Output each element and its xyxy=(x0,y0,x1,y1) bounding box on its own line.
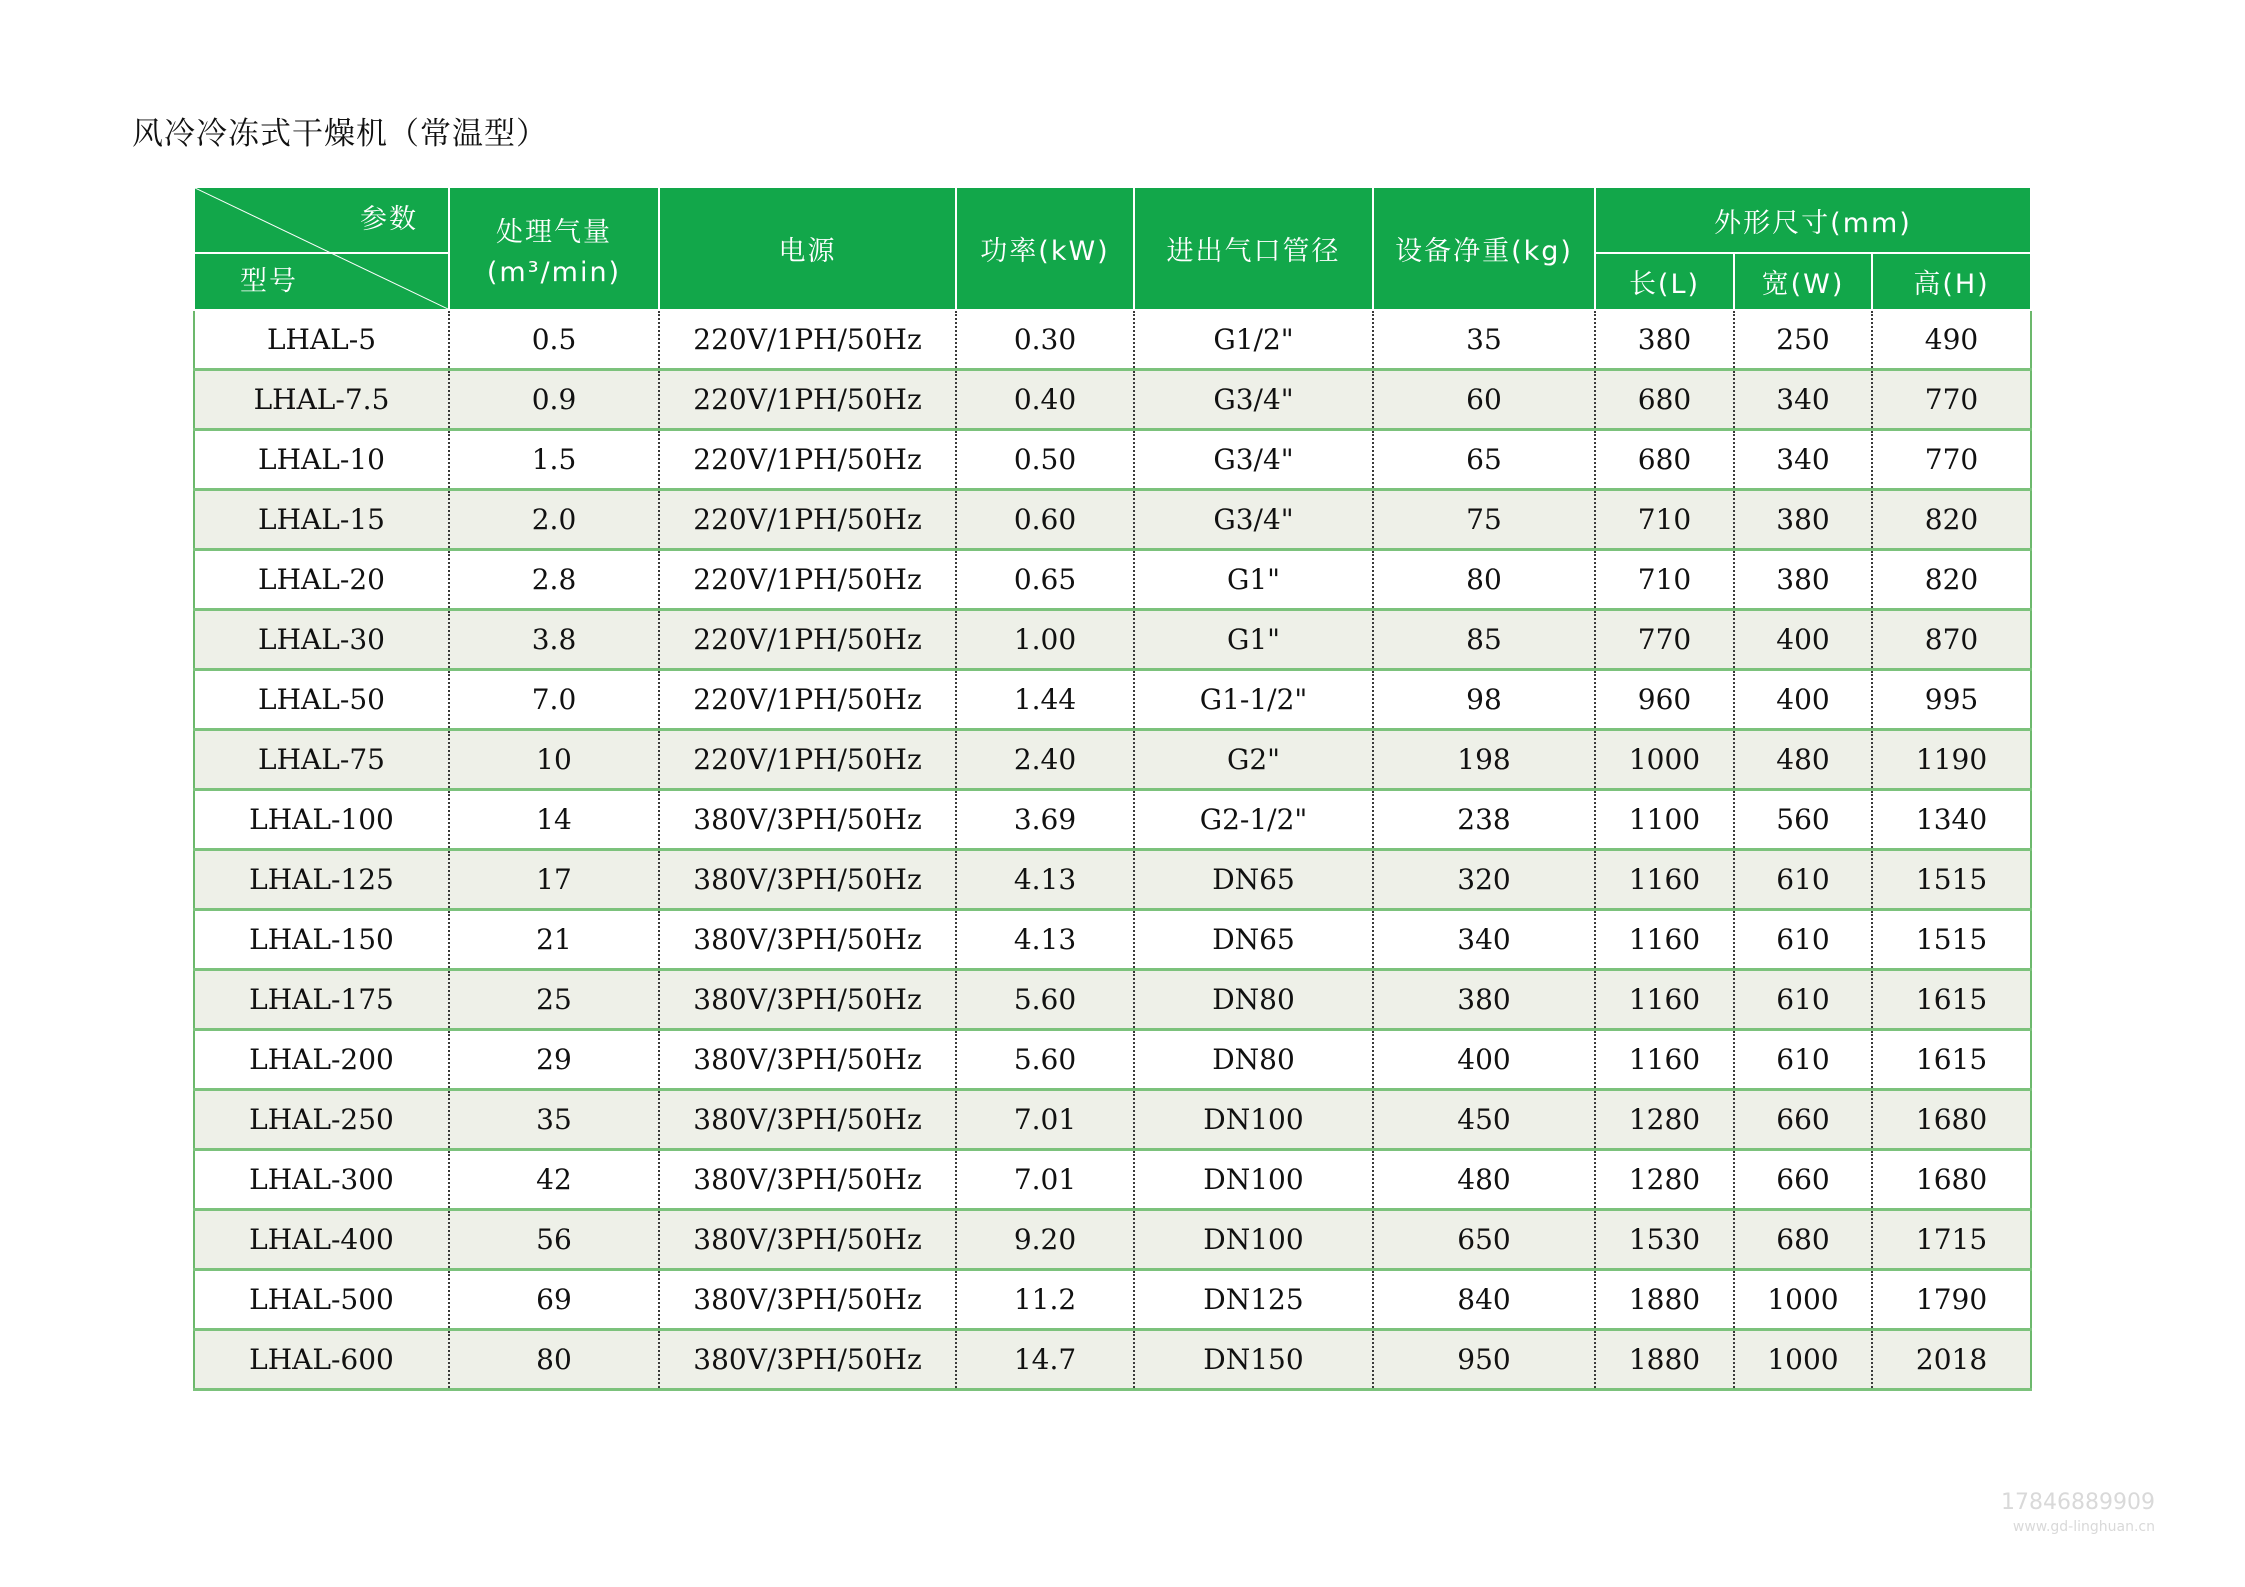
cell-weight: 238 xyxy=(1373,790,1595,850)
cell-height: 870 xyxy=(1872,610,2031,670)
cell-weight: 75 xyxy=(1373,490,1595,550)
table-row xyxy=(194,610,2031,670)
cell-weight: 198 xyxy=(1373,730,1595,790)
cell-model: LHAL-15 xyxy=(194,490,449,550)
cell-model: LHAL-125 xyxy=(194,850,449,910)
cell-width: 380 xyxy=(1734,550,1872,610)
cell-width: 400 xyxy=(1734,610,1872,670)
cell-model: LHAL-100 xyxy=(194,790,449,850)
cell-model: LHAL-500 xyxy=(194,1270,449,1330)
cell-model: LHAL-20 xyxy=(194,550,449,610)
cell-weight: 950 xyxy=(1373,1330,1595,1390)
cell-power: 1.00 xyxy=(956,610,1134,670)
cell-weight: 35 xyxy=(1373,310,1595,370)
table-row xyxy=(194,790,2031,850)
cell-power-supply: 380V/3PH/50Hz xyxy=(659,1330,956,1390)
cell-power: 2.40 xyxy=(956,730,1134,790)
cell-width: 1000 xyxy=(1734,1270,1872,1330)
cell-model: LHAL-7.5 xyxy=(194,370,449,430)
cell-power: 4.13 xyxy=(956,850,1134,910)
cell-model: LHAL-250 xyxy=(194,1090,449,1150)
cell-power-supply: 220V/1PH/50Hz xyxy=(659,370,956,430)
cell-length: 1880 xyxy=(1595,1330,1734,1390)
cell-flow: 3.8 xyxy=(449,610,659,670)
cell-height: 1790 xyxy=(1872,1270,2031,1330)
cell-flow: 21 xyxy=(449,910,659,970)
cell-length: 680 xyxy=(1595,430,1734,490)
table-row xyxy=(194,1150,2031,1210)
cell-power-supply: 380V/3PH/50Hz xyxy=(659,850,956,910)
cell-power-supply: 220V/1PH/50Hz xyxy=(659,550,956,610)
cell-width: 400 xyxy=(1734,670,1872,730)
cell-power-supply: 380V/3PH/50Hz xyxy=(659,1270,956,1330)
cell-pipe: G3/4" xyxy=(1134,370,1373,430)
cell-height: 1680 xyxy=(1872,1150,2031,1210)
cell-model: LHAL-300 xyxy=(194,1150,449,1210)
cell-weight: 65 xyxy=(1373,430,1595,490)
cell-power-supply: 380V/3PH/50Hz xyxy=(659,790,956,850)
table-row xyxy=(194,430,2031,490)
table-header xyxy=(194,187,2031,310)
cell-width: 660 xyxy=(1734,1090,1872,1150)
cell-width: 610 xyxy=(1734,910,1872,970)
cell-height: 1515 xyxy=(1872,850,2031,910)
cell-flow: 42 xyxy=(449,1150,659,1210)
cell-pipe: G1" xyxy=(1134,550,1373,610)
header-height: 高(H) xyxy=(1872,253,2031,310)
cell-flow: 1.5 xyxy=(449,430,659,490)
cell-pipe: DN80 xyxy=(1134,970,1373,1030)
cell-height: 995 xyxy=(1872,670,2031,730)
cell-flow: 7.0 xyxy=(449,670,659,730)
cell-width: 560 xyxy=(1734,790,1872,850)
table-row xyxy=(194,850,2031,910)
cell-width: 1000 xyxy=(1734,1330,1872,1390)
header-flow-line2: (m³/min) xyxy=(486,256,622,288)
cell-weight: 60 xyxy=(1373,370,1595,430)
cell-length: 1280 xyxy=(1595,1150,1734,1210)
cell-height: 2018 xyxy=(1872,1330,2031,1390)
cell-flow: 25 xyxy=(449,970,659,1030)
cell-power-supply: 220V/1PH/50Hz xyxy=(659,430,956,490)
cell-power: 0.60 xyxy=(956,490,1134,550)
header-weight: 设备净重(kg) xyxy=(1373,187,1595,310)
table-row xyxy=(194,730,2031,790)
cell-power-supply: 220V/1PH/50Hz xyxy=(659,730,956,790)
cell-width: 610 xyxy=(1734,850,1872,910)
cell-power: 1.44 xyxy=(956,670,1134,730)
table-row xyxy=(194,370,2031,430)
cell-pipe: DN80 xyxy=(1134,1030,1373,1090)
cell-length: 1280 xyxy=(1595,1090,1734,1150)
cell-model: LHAL-50 xyxy=(194,670,449,730)
cell-weight: 650 xyxy=(1373,1210,1595,1270)
cell-length: 1160 xyxy=(1595,1030,1734,1090)
table-row xyxy=(194,910,2031,970)
cell-height: 1340 xyxy=(1872,790,2031,850)
cell-power: 9.20 xyxy=(956,1210,1134,1270)
cell-width: 610 xyxy=(1734,970,1872,1030)
header-width: 宽(W) xyxy=(1734,253,1872,310)
cell-length: 1160 xyxy=(1595,910,1734,970)
cell-flow: 17 xyxy=(449,850,659,910)
cell-pipe: DN100 xyxy=(1134,1150,1373,1210)
corner-param-label: 参数 xyxy=(195,188,448,254)
cell-pipe: G1" xyxy=(1134,610,1373,670)
corner-model-label: 型号 xyxy=(240,266,298,297)
cell-height: 1615 xyxy=(1872,1030,2031,1090)
cell-flow: 56 xyxy=(449,1210,659,1270)
cell-pipe: DN150 xyxy=(1134,1330,1373,1390)
cell-pipe: DN100 xyxy=(1134,1210,1373,1270)
cell-length: 1160 xyxy=(1595,850,1734,910)
cell-power: 0.50 xyxy=(956,430,1134,490)
cell-length: 380 xyxy=(1595,310,1734,370)
cell-height: 1715 xyxy=(1872,1210,2031,1270)
cell-weight: 340 xyxy=(1373,910,1595,970)
cell-pipe: DN65 xyxy=(1134,850,1373,910)
header-length: 长(L) xyxy=(1595,253,1734,310)
cell-width: 340 xyxy=(1734,430,1872,490)
cell-pipe: G2-1/2" xyxy=(1134,790,1373,850)
cell-flow: 69 xyxy=(449,1270,659,1330)
header-flow-line1: 处理气量 xyxy=(496,216,612,248)
cell-model: LHAL-400 xyxy=(194,1210,449,1270)
cell-power: 11.2 xyxy=(956,1270,1134,1330)
watermark-url: www.gd-linghuan.cn xyxy=(2012,1519,2155,1535)
cell-flow: 2.0 xyxy=(449,490,659,550)
cell-height: 1680 xyxy=(1872,1090,2031,1150)
cell-flow: 0.5 xyxy=(449,310,659,370)
cell-power: 14.7 xyxy=(956,1330,1134,1390)
cell-width: 480 xyxy=(1734,730,1872,790)
cell-pipe: G2" xyxy=(1134,730,1373,790)
cell-weight: 450 xyxy=(1373,1090,1595,1150)
watermark-phone: 17846889909 xyxy=(2001,1490,2155,1515)
cell-height: 770 xyxy=(1872,370,2031,430)
cell-power: 5.60 xyxy=(956,970,1134,1030)
watermark xyxy=(2001,1490,2155,1535)
cell-pipe: DN100 xyxy=(1134,1090,1373,1150)
cell-weight: 400 xyxy=(1373,1030,1595,1090)
table-row xyxy=(194,1270,2031,1330)
cell-width: 250 xyxy=(1734,310,1872,370)
cell-power-supply: 380V/3PH/50Hz xyxy=(659,1210,956,1270)
corner-header-cell xyxy=(194,187,449,310)
cell-height: 1615 xyxy=(1872,970,2031,1030)
cell-pipe: G1/2" xyxy=(1134,310,1373,370)
cell-length: 710 xyxy=(1595,550,1734,610)
cell-length: 680 xyxy=(1595,370,1734,430)
cell-flow: 80 xyxy=(449,1330,659,1390)
cell-length: 710 xyxy=(1595,490,1734,550)
cell-flow: 29 xyxy=(449,1030,659,1090)
cell-height: 820 xyxy=(1872,550,2031,610)
cell-pipe: DN125 xyxy=(1134,1270,1373,1330)
cell-height: 1190 xyxy=(1872,730,2031,790)
table-row xyxy=(194,490,2031,550)
cell-flow: 14 xyxy=(449,790,659,850)
table-row xyxy=(194,1090,2031,1150)
cell-power-supply: 380V/3PH/50Hz xyxy=(659,1090,956,1150)
cell-length: 1530 xyxy=(1595,1210,1734,1270)
cell-power: 0.40 xyxy=(956,370,1134,430)
cell-weight: 480 xyxy=(1373,1150,1595,1210)
table-row xyxy=(194,550,2031,610)
cell-power-supply: 220V/1PH/50Hz xyxy=(659,670,956,730)
cell-pipe: DN65 xyxy=(1134,910,1373,970)
cell-width: 660 xyxy=(1734,1150,1872,1210)
header-power: 功率(kW) xyxy=(956,187,1134,310)
table-row xyxy=(194,670,2031,730)
cell-power-supply: 380V/3PH/50Hz xyxy=(659,970,956,1030)
cell-power: 7.01 xyxy=(956,1150,1134,1210)
cell-power-supply: 380V/3PH/50Hz xyxy=(659,1030,956,1090)
cell-model: LHAL-150 xyxy=(194,910,449,970)
cell-model: LHAL-75 xyxy=(194,730,449,790)
cell-pipe: G3/4" xyxy=(1134,430,1373,490)
table-row xyxy=(194,970,2031,1030)
cell-pipe: G3/4" xyxy=(1134,490,1373,550)
cell-weight: 840 xyxy=(1373,1270,1595,1330)
cell-power: 0.30 xyxy=(956,310,1134,370)
table-row xyxy=(194,1210,2031,1270)
cell-power-supply: 380V/3PH/50Hz xyxy=(659,910,956,970)
table-body xyxy=(194,310,2031,1390)
header-dimensions: 外形尺寸(mm) xyxy=(1595,187,2031,253)
cell-height: 490 xyxy=(1872,310,2031,370)
header-flow xyxy=(449,187,659,310)
cell-length: 1160 xyxy=(1595,970,1734,1030)
cell-width: 610 xyxy=(1734,1030,1872,1090)
table-row xyxy=(194,1030,2031,1090)
page-title: 风冷冷冻式干燥机（常温型） xyxy=(132,116,548,152)
cell-height: 1515 xyxy=(1872,910,2031,970)
cell-weight: 98 xyxy=(1373,670,1595,730)
header-power-supply: 电源 xyxy=(659,187,956,310)
cell-power-supply: 380V/3PH/50Hz xyxy=(659,1150,956,1210)
cell-weight: 320 xyxy=(1373,850,1595,910)
cell-model: LHAL-10 xyxy=(194,430,449,490)
cell-flow: 35 xyxy=(449,1090,659,1150)
cell-model: LHAL-200 xyxy=(194,1030,449,1090)
cell-power-supply: 220V/1PH/50Hz xyxy=(659,310,956,370)
cell-flow: 0.9 xyxy=(449,370,659,430)
cell-model: LHAL-175 xyxy=(194,970,449,1030)
cell-weight: 380 xyxy=(1373,970,1595,1030)
cell-model: LHAL-600 xyxy=(194,1330,449,1390)
cell-power: 4.13 xyxy=(956,910,1134,970)
cell-height: 770 xyxy=(1872,430,2031,490)
cell-length: 770 xyxy=(1595,610,1734,670)
cell-power: 5.60 xyxy=(956,1030,1134,1090)
cell-power: 3.69 xyxy=(956,790,1134,850)
cell-width: 340 xyxy=(1734,370,1872,430)
cell-length: 1100 xyxy=(1595,790,1734,850)
cell-power: 0.65 xyxy=(956,550,1134,610)
cell-length: 1880 xyxy=(1595,1270,1734,1330)
header-pipe: 进出气口管径 xyxy=(1134,187,1373,310)
cell-model: LHAL-5 xyxy=(194,310,449,370)
cell-height: 820 xyxy=(1872,490,2031,550)
cell-flow: 10 xyxy=(449,730,659,790)
spec-table xyxy=(193,186,2032,1391)
cell-model: LHAL-30 xyxy=(194,610,449,670)
cell-length: 960 xyxy=(1595,670,1734,730)
cell-width: 380 xyxy=(1734,490,1872,550)
table-row xyxy=(194,1330,2031,1390)
table-row xyxy=(194,310,2031,370)
cell-weight: 80 xyxy=(1373,550,1595,610)
cell-length: 1000 xyxy=(1595,730,1734,790)
cell-power: 7.01 xyxy=(956,1090,1134,1150)
cell-weight: 85 xyxy=(1373,610,1595,670)
cell-flow: 2.8 xyxy=(449,550,659,610)
cell-power-supply: 220V/1PH/50Hz xyxy=(659,610,956,670)
diagonal-divider xyxy=(195,188,448,309)
cell-width: 680 xyxy=(1734,1210,1872,1270)
cell-pipe: G1-1/2" xyxy=(1134,670,1373,730)
cell-power-supply: 220V/1PH/50Hz xyxy=(659,490,956,550)
